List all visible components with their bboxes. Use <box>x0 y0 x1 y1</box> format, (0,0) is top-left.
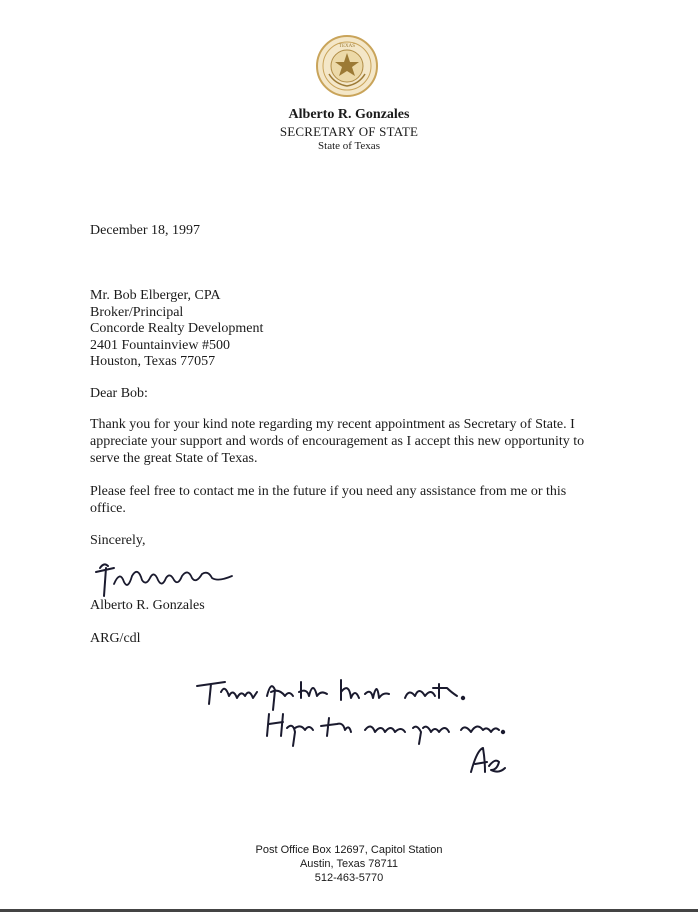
recipient-street: 2401 Fountainview #500 <box>90 337 230 353</box>
paragraph-1: Thank you for your kind note regarding my recent appointment as Secretary of State. I appreciate your support and words of encouragement as I accept this new opportunity to serve the great State of Texas. <box>90 417 585 466</box>
recipient-city: Houston, Texas 77057 <box>90 354 216 369</box>
footer-address: Post Office Box 12697, Capitol Station <box>255 844 443 856</box>
letterhead-state: State of Texas <box>318 140 380 152</box>
recipient-position: Broker/Principal <box>90 304 184 320</box>
letter-date: December 18, 1997 <box>90 223 201 238</box>
svg-text:TEXAS: TEXAS <box>338 44 356 49</box>
paragraph-2: Please feel free to contact me in the future if you need any assistance from me or this office. <box>90 484 567 516</box>
signature-image <box>92 556 237 600</box>
closing: Sincerely, <box>90 533 146 548</box>
footer-city: Austin, Texas 78711 <box>299 858 399 870</box>
page-edge-divider <box>0 909 698 912</box>
footer-phone: 512-463-5770 <box>314 872 384 884</box>
recipient-company: Concorde Realty Development <box>90 321 264 336</box>
handwritten-note-image <box>195 670 515 780</box>
typist-initials: ARG/cdl <box>90 631 141 646</box>
recipient-address <box>90 287 263 370</box>
recipient-name: Mr. Bob Elberger, CPA <box>90 288 221 303</box>
letterhead-title: SECRETARY OF STATE <box>279 124 419 139</box>
signer-name: Alberto R. Gonzales <box>90 598 205 613</box>
letterhead-name: Alberto R. Gonzales <box>288 107 410 122</box>
texas-seal-icon <box>315 34 379 98</box>
salutation: Dear Bob: <box>90 386 148 401</box>
